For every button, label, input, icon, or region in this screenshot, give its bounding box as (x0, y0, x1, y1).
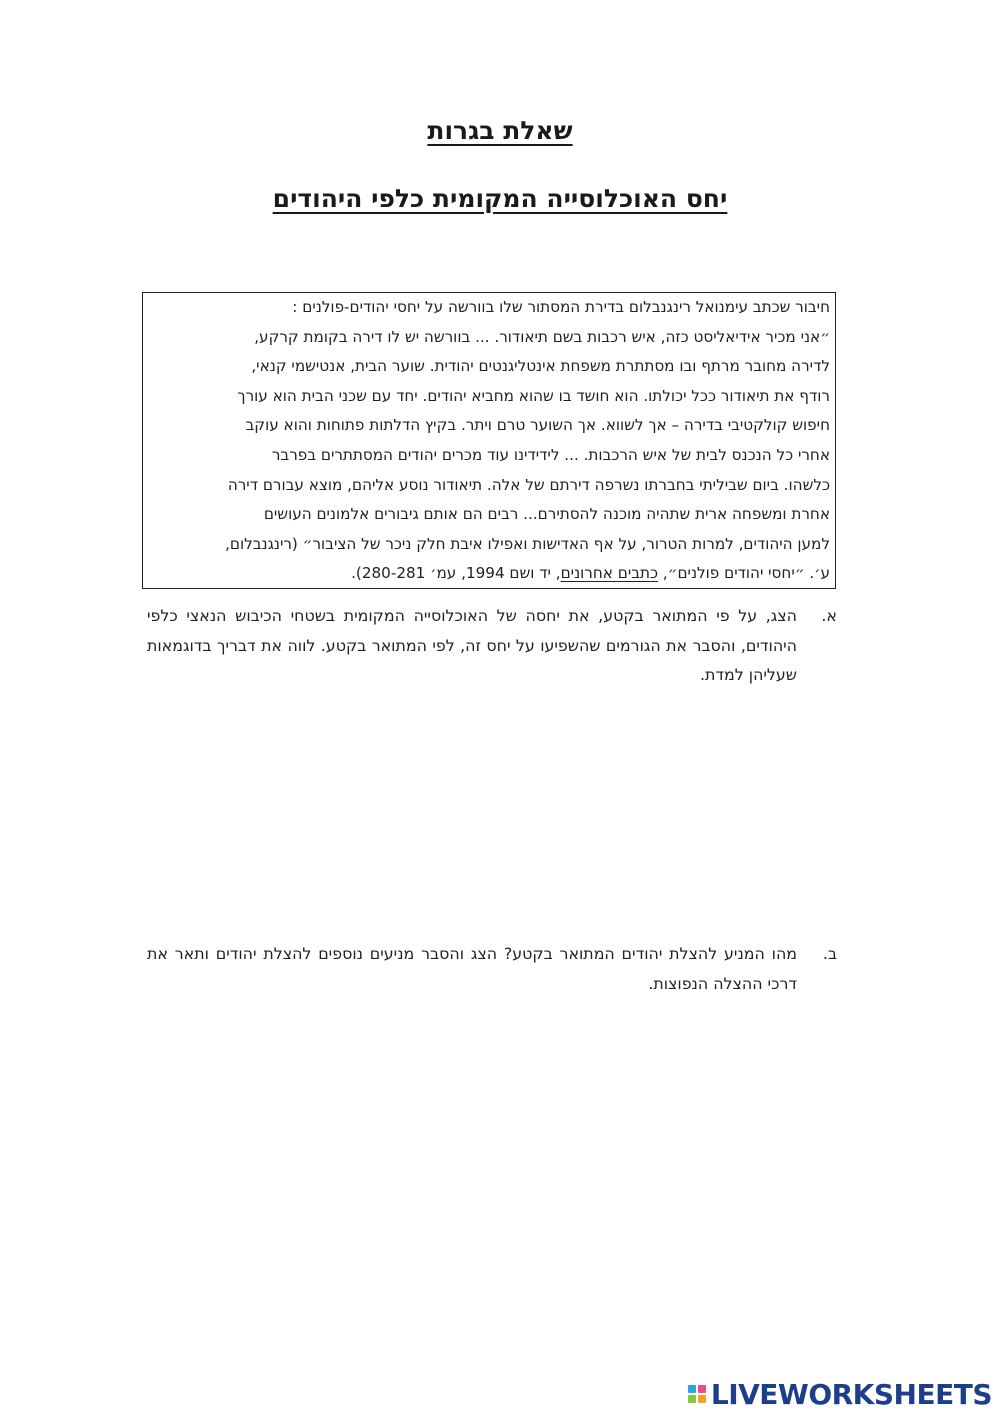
question-b (147, 939, 837, 998)
source-line: חיבור שכתב עימנואל רינגנבלום בדירת המסתור שלו בוורשה על יחסי יהודים-פולנים : (292, 298, 830, 316)
question-b-text: מהו המניע להצלת יהודים המתואר בקטע? הצג והסבר מניעים נוספים להצלת יהודים ותאר את דרכי ההצלה הנפוצות. (147, 944, 797, 993)
source-citation (149, 559, 830, 589)
watermark-text: LIVEWORKSHEETS (710, 1377, 992, 1411)
citation-prefix: ע׳. ״יחסי יהודים פולנים״, (658, 564, 830, 583)
question-a-letter: א. (821, 606, 837, 625)
source-line: למען היהודים, למרות הטרור, על אף האדישות ואפילו איבת חלק ניכר של הציבור״ (רינגנבלום, (225, 534, 830, 553)
source-line: רודף את תיאודור ככל יכולתו. הוא חושד בו שהוא מחביא יהודים. יחד עם שכני הבית הוא עורך (237, 386, 830, 405)
source-line: כלשהו. ביום שביליתי בחברתו נשרפה דירתם של אלה. תיאודור נוסע אליהם, מוצא עבורם דירה (227, 475, 830, 494)
question-a (147, 601, 837, 690)
liveworksheets-logo-icon (688, 1385, 706, 1403)
page-subtitle: יחס האוכלוסייה המקומית כלפי היהודים (272, 184, 728, 213)
citation-suffix: , יד ושם 1994, עמ׳ 280-281). (351, 564, 561, 583)
source-line: אחרת ומשפחה ארית שתהיה מוכנה להסתירם... רבים הם אותם גיבורים אלמונים העושים (263, 505, 830, 524)
question-a-text: הצג, על פי המתואר בקטע, את יחסה של האוכלוסייה המקומית בשטחי הכיבוש הנאצי כלפי היהודים, והסבר את הגורמים שהשפיעו על יחס זה, לפי המתואר בקטע. לווה את דבריך בדוגמאות שעליהן למדת. (147, 606, 797, 684)
liveworksheets-watermark (688, 1377, 992, 1411)
source-line: לדירה מחובר מרתף ובו מסתתרת משפחת אינטליגנטים יהודית. שוער הבית, אנטישמי קנאי, (251, 357, 830, 376)
question-b-letter: ב. (822, 944, 837, 963)
source-line: חיפוש קולקטיבי בדירה – אך לשווא. אך השוער טרם ויתר. בקיץ הדלתות פתוחות והוא עוקב (245, 416, 830, 435)
source-line: ״אני מכיר אידיאליסט כזה, איש רכבות בשם תיאודור. ... בוורשה יש לו דירה בקומת קרקע, (254, 327, 830, 346)
page-title: שאלת בגרות (427, 116, 573, 145)
source-text-box (142, 292, 836, 589)
citation-book-title: כתבים אחרונים (560, 564, 659, 583)
source-line: אחרי כל הנכנס לבית של איש הרכבות. ... לידידינו עוד מכרים יהודים המסתתרים בפרבר (271, 445, 830, 464)
